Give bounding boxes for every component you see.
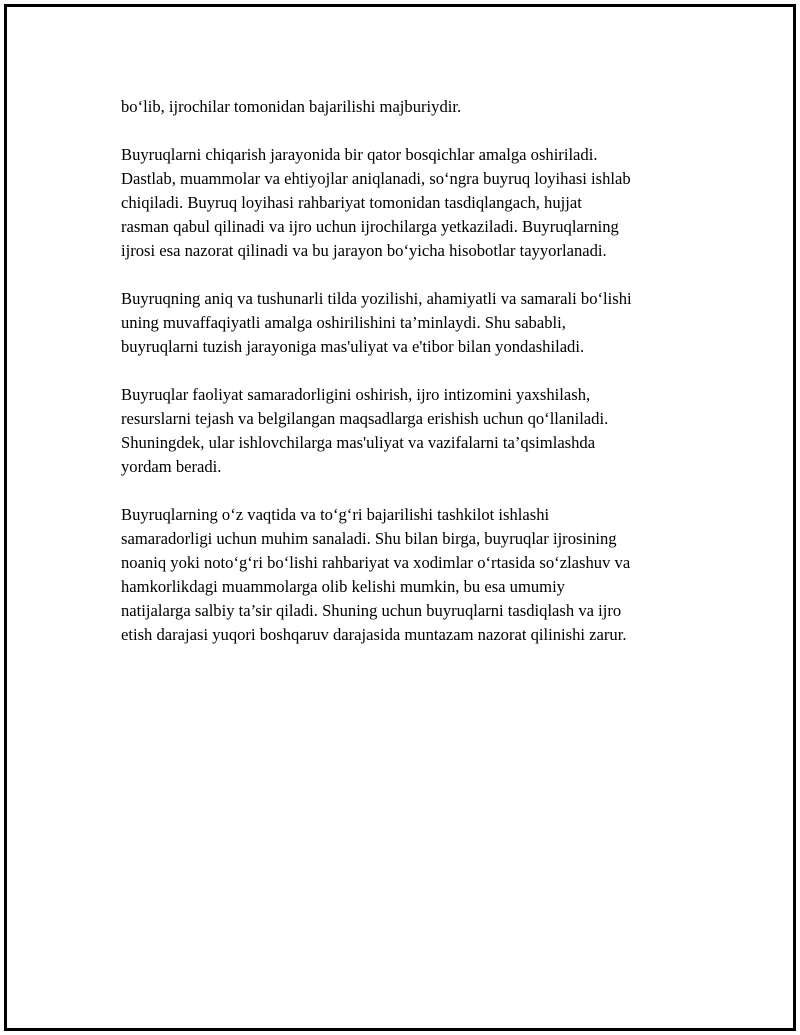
text-line: resurslarni tejash va belgilangan maqsadlarga erishish uchun qo‘llaniladi. <box>121 409 609 428</box>
text-line: natijalarga salbiy ta’sir qiladi. Shuning uchun buyruqlarni tasdiqlash va ijro <box>121 601 622 620</box>
document-page <box>4 4 796 1031</box>
text-line: Buyruqlarni chiqarish jarayonida bir qator bosqichlar amalga oshiriladi. <box>121 145 598 164</box>
paragraph-5 <box>121 503 701 647</box>
text-line: noaniq yoki noto‘g‘ri bo‘lishi rahbariyat va xodimlar o‘rtasida so‘zlashuv va <box>121 553 631 572</box>
text-line: rasman qabul qilinadi va ijro uchun ijrochilarga yetkaziladi. Buyruqlarning <box>121 217 619 236</box>
text-line: yordam beradi. <box>121 457 222 476</box>
text-line: Buyruqning aniq va tushunarli tilda yozilishi, ahamiyatli va samarali bo‘lishi <box>121 289 632 308</box>
text-line: Buyruqlar faoliyat samaradorligini oshirish, ijro intizomini yaxshilash, <box>121 385 591 404</box>
text-line: etish darajasi yuqori boshqaruv darajasida muntazam nazorat qilinishi zarur. <box>121 625 627 644</box>
text-line: bo‘lib, ijrochilar tomonidan bajarilishi majburiydir. <box>121 97 462 116</box>
text-line: Dastlab, muammolar va ehtiyojlar aniqlanadi, so‘ngra buyruq loyihasi ishlab <box>121 169 631 188</box>
text-line: chiqiladi. Buyruq loyihasi rahbariyat tomonidan tasdiqlangach, hujjat <box>121 193 582 212</box>
paragraph-4 <box>121 383 701 479</box>
paragraph-3 <box>121 287 701 359</box>
text-line: samaradorligi uchun muhim sanaladi. Shu bilan birga, buyruqlar ijrosining <box>121 529 617 548</box>
text-line: buyruqlarni tuzish jarayoniga mas'uliyat va e'tibor bilan yondashiladi. <box>121 337 585 356</box>
text-line: Shuningdek, ular ishlovchilarga mas'uliyat va vazifalarni ta’qsimlashda <box>121 433 596 452</box>
text-line: ijrosi esa nazorat qilinadi va bu jarayon bo‘yicha hisobotlar tayyorlanadi. <box>121 241 607 260</box>
text-line: uning muvaffaqiyatli amalga oshirilishini ta’minlaydi. Shu sababli, <box>121 313 566 332</box>
text-line: Buyruqlarning o‘z vaqtida va to‘g‘ri bajarilishi tashkilot ishlashi <box>121 505 550 524</box>
paragraph-1 <box>121 95 701 119</box>
paragraph-2 <box>121 143 701 263</box>
document-body <box>121 95 701 671</box>
text-line: hamkorlikdagi muammolarga olib kelishi mumkin, bu esa umumiy <box>121 577 565 596</box>
